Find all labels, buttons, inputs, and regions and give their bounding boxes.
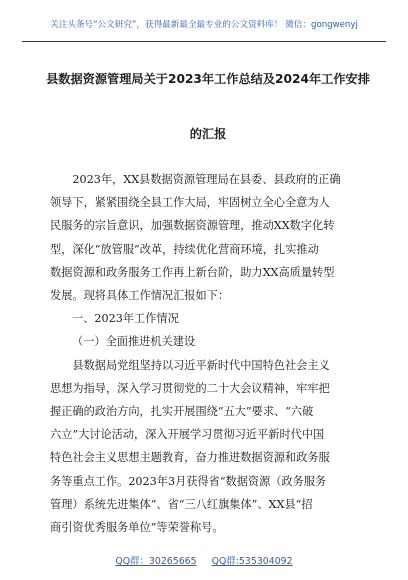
body-line: 县数据局党组坚持以习近平新时代中国特色社会主义 <box>72 358 330 372</box>
body-line: 管理）系统先进集体”、省“三八红旗集体”、XX县“招 <box>50 497 313 511</box>
body-line: 握正确的政治方向，扎实开展围绕“五大”要求、“六破 <box>50 405 314 419</box>
body-line: 商引资优秀服务单位”等荣誉称号。 <box>50 521 224 535</box>
subsection-heading: （一）全面推进机关建设 <box>72 335 196 349</box>
body-line: 民服务的宗旨意识，加强数据资源管理，推动XX数字化转 <box>50 219 335 233</box>
body-line: 六立”大讨论活动，深入开展学习贯彻习近平新时代中国 <box>50 428 325 442</box>
footer <box>0 553 408 567</box>
body-line: 数据资源和政务服务工作再上新台阶，助力XX高质量转型 <box>50 265 335 279</box>
body-line: 领导下，紧紧围绕全县工作大局，牢固树立全心全意为人 <box>50 196 330 210</box>
document-title-line-1: 县数据资源管理局关于2023年工作总结及2024年工作安排 <box>46 72 370 86</box>
document-body <box>50 168 370 539</box>
body-line: 发展。现将具体工作情况汇报如下： <box>50 289 230 303</box>
body-line: 思想为指导，深入学习贯彻党的二十大会议精神，牢牢把 <box>50 381 330 395</box>
body-line: 型，深化“放管服”改革，持续优化营商环境，扎实推动 <box>50 242 319 256</box>
body-line: 2023年，XX县数据资源管理局在县委、县政府的正确 <box>72 173 341 186</box>
document-title-line-2: 的汇报 <box>189 127 227 141</box>
qq-group-link-2[interactable]: QQ群:535304092 <box>211 556 293 567</box>
section-heading: 一、2023年工作情况 <box>72 312 179 326</box>
body-line: 特色社会主义思想主题教育，奋力推进数据资源和政务服 <box>50 451 330 465</box>
body-line: 务等重点工作。2023年3月获得省“数据资源（政务服务 <box>50 474 327 488</box>
header-note: 关注头条号“公文研究”，获得最新最全最专业的公文资料库！ 微信：gongwenyj <box>50 20 358 30</box>
header-divider <box>22 41 386 42</box>
qq-group-link-1[interactable]: QQ群：30265665 <box>115 556 197 567</box>
